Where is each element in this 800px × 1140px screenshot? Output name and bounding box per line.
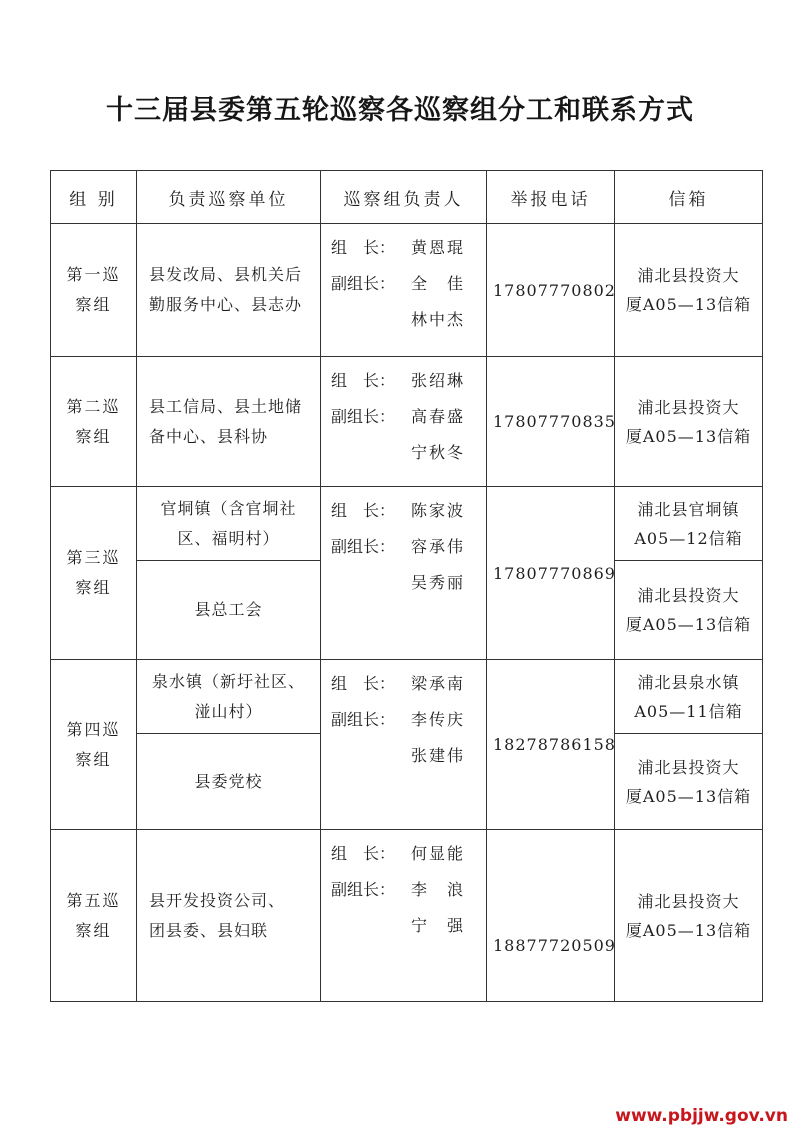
website-watermark: www.pbjjw.gov.vn bbox=[615, 1106, 788, 1126]
phone-cell: 17807770802 bbox=[487, 224, 615, 357]
phone-cell: 17807770869 bbox=[487, 487, 615, 660]
group-name: 第三巡 察组 bbox=[51, 487, 137, 660]
unit-cell: 县工信局、县土地储 备中心、县科协 bbox=[137, 357, 321, 487]
phone-cell: 18278786158 bbox=[487, 660, 615, 830]
header-phone: 举报电话 bbox=[487, 171, 615, 224]
unit-cell: 官垌镇（含官垌社 区、福明村） bbox=[137, 487, 321, 561]
phone-cell: 18877720509 bbox=[487, 830, 615, 1002]
document-title: 十三届县委第五轮巡察各巡察组分工和联系方式 bbox=[106, 95, 694, 126]
leaders-cell: 组 长： 张绍琳 副组长： 高春盛 宁秋冬 bbox=[321, 357, 487, 487]
group-name: 第一巡 察组 bbox=[51, 224, 137, 357]
leaders-cell: 组 长： 何显能 副组长： 李 浪 宁 强 bbox=[321, 830, 487, 1002]
table-row bbox=[51, 487, 763, 561]
unit-cell: 县总工会 bbox=[137, 561, 321, 660]
mailbox-cell: 浦北县投资大 厦A05—13信箱 bbox=[615, 357, 763, 487]
unit-cell: 县开发投资公司、 团县委、县妇联 bbox=[137, 830, 321, 1002]
header-group: 组 别 bbox=[51, 171, 137, 224]
leaders-cell: 组 长： 陈家波 副组长： 容承伟 吴秀丽 bbox=[321, 487, 487, 660]
group-name: 第二巡 察组 bbox=[51, 357, 137, 487]
inspection-groups-table bbox=[50, 170, 763, 1002]
table-row bbox=[51, 660, 763, 734]
mailbox-cell: 浦北县投资大 厦A05—13信箱 bbox=[615, 830, 763, 1002]
header-leader: 巡察组负责人 bbox=[321, 171, 487, 224]
table-header-row bbox=[51, 171, 763, 224]
leaders-cell: 组 长： 黄恩琨 副组长： 全 佳 林中杰 bbox=[321, 224, 487, 357]
group-name: 第五巡 察组 bbox=[51, 830, 137, 1002]
mailbox-cell: 浦北县官垌镇 A05—12信箱 bbox=[615, 487, 763, 561]
group-name: 第四巡 察组 bbox=[51, 660, 137, 830]
table-row bbox=[51, 357, 763, 487]
unit-cell: 县委党校 bbox=[137, 734, 321, 830]
phone-cell: 17807770835 bbox=[487, 357, 615, 487]
leaders-cell: 组 长： 梁承南 副组长： 李传庆 张建伟 bbox=[321, 660, 487, 830]
unit-cell: 泉水镇（新圩社区、 湴山村） bbox=[137, 660, 321, 734]
mailbox-cell: 浦北县投资大 厦A05—13信箱 bbox=[615, 734, 763, 830]
mailbox-cell: 浦北县泉水镇 A05—11信箱 bbox=[615, 660, 763, 734]
unit-cell: 县发改局、县机关后 勤服务中心、县志办 bbox=[137, 224, 321, 357]
table-row bbox=[51, 830, 763, 1002]
header-mailbox: 信箱 bbox=[615, 171, 763, 224]
mailbox-cell: 浦北县投资大 厦A05—13信箱 bbox=[615, 561, 763, 660]
table-row bbox=[51, 224, 763, 357]
mailbox-cell: 浦北县投资大 厦A05—13信箱 bbox=[615, 224, 763, 357]
header-unit: 负责巡察单位 bbox=[137, 171, 321, 224]
